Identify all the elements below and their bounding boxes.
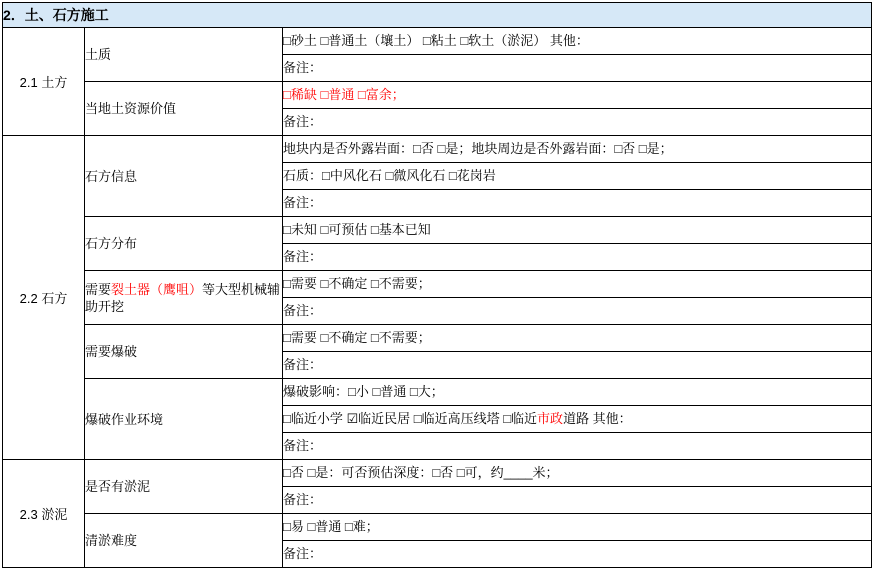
table-row [3,82,872,109]
option-row-rock-distribution[interactable]: □未知 □可预估 □基本已知 [283,217,872,244]
option-row-soil-value[interactable]: □稀缺 □普通 □富余； [283,82,872,109]
remark-blasting-needed[interactable]: 备注： [283,352,872,379]
table-row [3,460,872,487]
remark-rock-distribution[interactable]: 备注： [283,244,872,271]
section-label-2-2: 2.2 石方 [3,136,85,460]
option-row-blasting-needed[interactable]: □需要 □不确定 □不需要； [283,325,872,352]
section-label-2-3: 2.3 淤泥 [3,460,85,568]
item-label-blasting-needed: 需要爆破 [85,325,283,379]
blasting-surroundings-highlight: 市政 [537,411,564,426]
table-row [3,325,872,352]
item-label-soil-quality: 土质 [85,28,283,82]
option-row-soil-quality[interactable]: □砂土 □普通土（壤土） □粘土 □软土（淤泥） 其他： [283,28,872,55]
item-label-ripper-needed [85,271,283,325]
option-row-blasting-surroundings[interactable] [283,406,872,433]
item-label-silt-difficulty: 清淤难度 [85,514,283,568]
remark-soil-value[interactable]: 备注： [283,109,872,136]
item-label-soil-value: 当地土资源价值 [85,82,283,136]
remark-ripper-needed[interactable]: 备注： [283,298,872,325]
section-label-2-1: 2.1 土方 [3,28,85,136]
item-label-rock-info: 石方信息 [85,136,283,217]
table-row [3,217,872,244]
document-page [0,2,872,561]
ripper-label-suffix: 等大型机械辅助开挖 [85,281,281,314]
table-row [3,28,872,55]
table-row [3,514,872,541]
option-row-silt-difficulty[interactable]: □易 □普通 □难； [283,514,872,541]
remark-silt-difficulty[interactable]: 备注： [283,541,872,568]
option-row-rock-type[interactable]: 石质：□中风化石 □微风化石 □花岗岩 [283,163,872,190]
item-label-has-silt: 是否有淤泥 [85,460,283,514]
option-row-ripper-needed[interactable]: □需要 □不确定 □不需要； [283,271,872,298]
ripper-label-highlight: 裂土器（鹰咀） [111,281,203,297]
earthwork-form-table [2,2,872,568]
form-title-row [3,3,872,28]
item-label-blasting-env: 爆破作业环境 [85,379,283,460]
option-row-blasting-impact[interactable]: 爆破影响：□小 □普通 □大； [283,379,872,406]
table-row [3,379,872,406]
ripper-label-prefix: 需要 [85,281,112,297]
item-label-rock-distribution: 石方分布 [85,217,283,271]
blasting-surroundings-prefix: □临近小学 ☑临近民居 □临近高压线塔 □临近 [283,411,538,426]
remark-blasting-env[interactable]: 备注： [283,433,872,460]
remark-has-silt[interactable]: 备注： [283,487,872,514]
option-row-rock-exposed[interactable]: 地块内是否外露岩面：□否 □是；地块周边是否外露岩面：□否 □是； [283,136,872,163]
option-row-has-silt[interactable]: □否 □是：可否预估深度：□否 □可，约____米； [283,460,872,487]
table-row [3,271,872,298]
remark-rock-info[interactable]: 备注： [283,190,872,217]
blasting-surroundings-suffix: 道路 其他： [563,411,632,426]
form-title: 2．土、石方施工 [3,3,872,28]
remark-soil-quality[interactable]: 备注： [283,55,872,82]
table-row [3,136,872,163]
